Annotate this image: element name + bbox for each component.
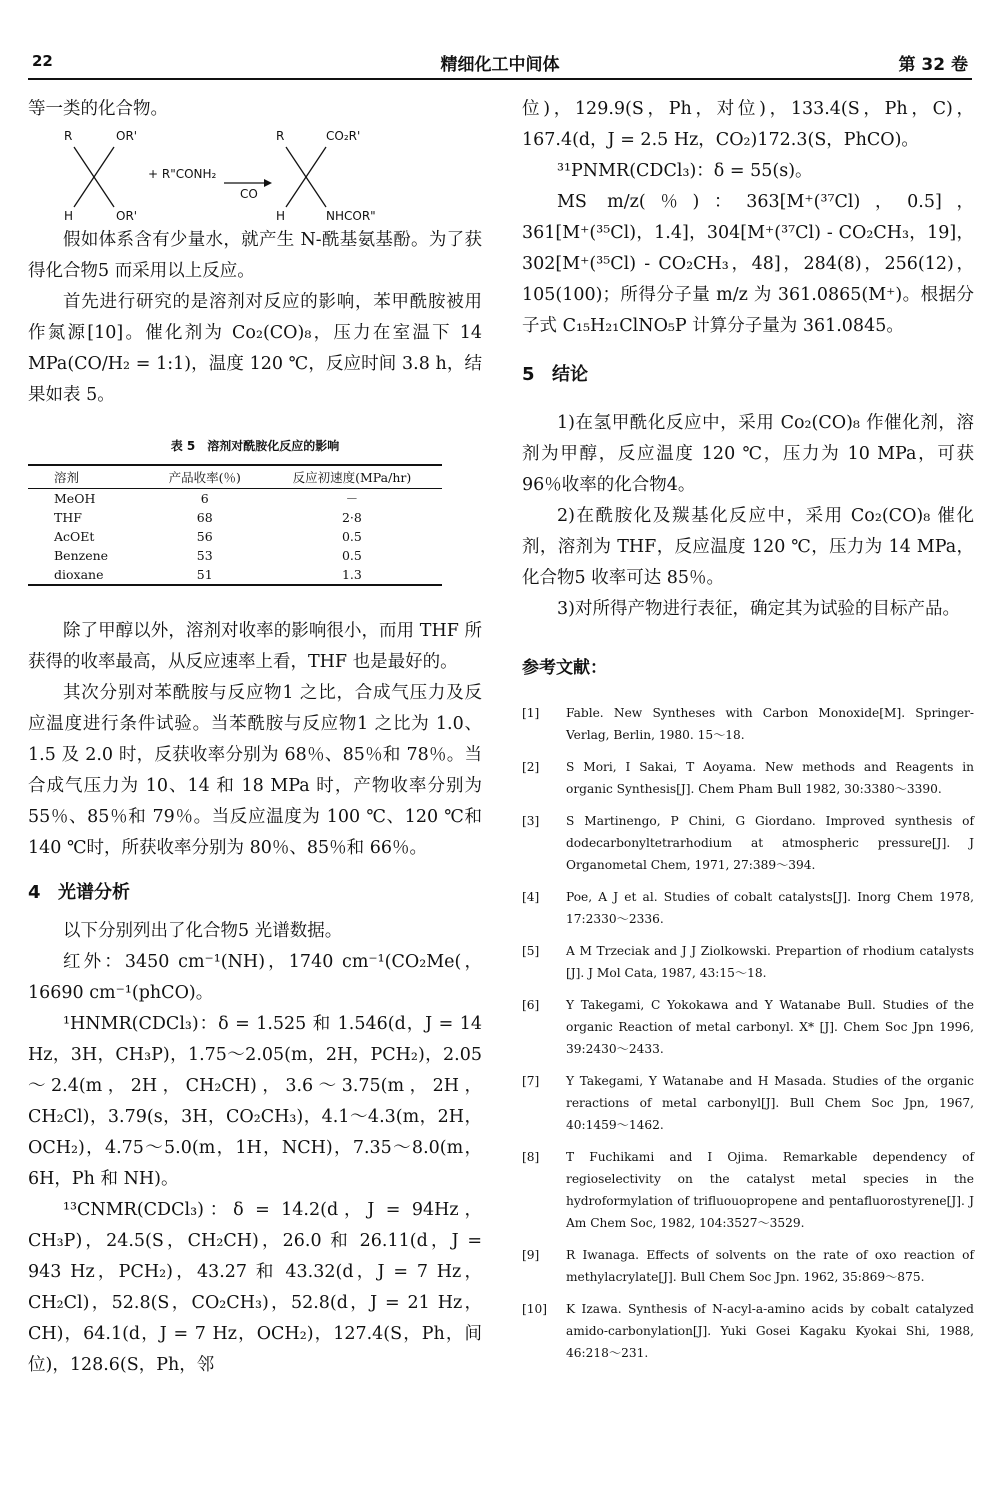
reference-text: S Mori, I Sakai, T Aoyama. New methods and Reagents in organic Synthesis[J]. Chem Pham Bull 1982, 30:3380～3390.: [566, 760, 974, 796]
left-column: [28, 94, 482, 1381]
section-number: 4: [28, 882, 41, 903]
reference-text: R Iwanaga. Effects of solvents on the rate of oxo reaction of methylacrylate[J]. Bull Chem Soc Jpn. 1962, 35:869～875.: [566, 1248, 974, 1284]
table-cell: －: [345, 491, 359, 506]
table-cell: 1.3: [341, 567, 362, 582]
table-cell: 68: [196, 510, 213, 525]
reference-number: [4]: [522, 890, 540, 904]
table-row: [28, 489, 442, 509]
reference-text: Y Takegami, C Yokokawa and Y Watanabe Bull. Studies of the organic Reaction of metal carbonyl. X* [J]. Chem Soc Jpn 1996, 39:2430～2433.: [566, 998, 974, 1056]
reference-number: [7]: [522, 1074, 540, 1088]
section-heading-4: [28, 878, 482, 904]
table-header: 溶剂: [54, 470, 80, 485]
intro-text: 等一类的化合物。: [28, 99, 168, 119]
table-cell: 56: [196, 529, 213, 544]
table-cell: dioxane: [54, 567, 104, 582]
table-cell: 53: [196, 548, 213, 563]
scheme-or2: OR': [116, 209, 138, 223]
section-title: 光谱分析: [58, 882, 130, 903]
table-cell: 0.5: [341, 548, 362, 563]
reference-text: Fable. New Syntheses with Carbon Monoxide[M]. Springer-Verlag, Berlin, 1980. 15～18.: [566, 706, 974, 742]
reference-item: [522, 1298, 974, 1364]
reference-item: [522, 1146, 974, 1234]
right-column: [522, 94, 974, 1374]
table-cell: 51: [196, 567, 213, 582]
hnmr-data: ¹HNMR(CDCl₃)：δ = 1.525 和 1.546(d，J = 14 Hz，3H，CH₃P)，1.75～2.05(m，2H，PCH₂)，2.05～2.4(m，2H，CH₂CH)，3.6～3.75(m，2H，CH₂Cl)，3.79(s，3H，CO₂CH₃)，4.1～4.3(m，2H，OCH₂)，4.75～5.0(m，1H，NCH)，7.35～8.0(m，6H，Ph 和 NH)。: [28, 1014, 482, 1189]
scheme-r1: R: [64, 129, 73, 143]
reference-number: [2]: [522, 760, 540, 774]
conclusion-2: 2)在酰胺化及羰基化反应中，采用 Co₂(CO)₈ 催化剂，溶剂为 THF，反应温度 120 ℃，压力为 14 MPa，化合物5 收率可达 85％。: [522, 506, 974, 588]
reference-number: [1]: [522, 706, 540, 720]
reference-item: [522, 940, 974, 984]
reference-text: S Martinengo, P Chini, G Giordano. Improved synthesis of dodecarbonyltetrarhodium at atmospheric pressure[J]. J Organometal Chem, 1971, 27:389～394.: [566, 814, 974, 872]
scheme-reagent: + R"CONH₂: [148, 167, 217, 181]
reference-text: K Izawa. Synthesis of N-acyl-a-amino acids by cobalt catalyzed amido-carbonylation[J]. Yuki Gosei Kagaku Kyokai Shi, 1988, 46:218～231.: [566, 1302, 974, 1360]
table-cell: 0.5: [341, 529, 362, 544]
reference-number: [3]: [522, 814, 540, 828]
paragraph: 以下分别列出了化合物5 光谱数据。: [63, 921, 343, 941]
reference-text: T Fuchikami and I Ojima. Remarkable dependency of regioselectivity on the catalyst metal species in the hydroformylation of trifluouopropene and pentafluorostyrene[J]. J Am Chem Soc, 1982, 104:3527～3529.: [566, 1150, 974, 1230]
conclusion-1: 1)在氢甲酰化反应中，采用 Co₂(CO)₈ 作催化剂，溶剂为甲醇，反应温度 120 ℃，压力为 10 MPa，可获 96％收率的化合物4。: [522, 413, 974, 495]
page-number: 22: [32, 52, 53, 70]
conclusion-3: 3)对所得产物进行表征，确定其为试验的目标产品。: [557, 599, 960, 619]
reference-item: [522, 810, 974, 876]
scheme-or1: OR': [116, 129, 138, 143]
reference-number: [6]: [522, 998, 540, 1012]
table-caption: 表 5 溶剂对酰胺化反应的影响: [170, 439, 340, 453]
scheme-condition: CO: [240, 187, 258, 201]
table-header-row: [28, 465, 442, 489]
paragraph: 首先进行研究的是溶剂对反应的影响，苯甲酰胺被用作氮源[10]。催化剂为 Co₂(CO)₈，压力在室温下 14 MPa(CO/H₂ = 1:1)，温度 120 ℃，反应时间 3.8 h，结果如表 5。: [28, 292, 482, 405]
cnmr-data: ¹³CNMR(CDCl₃)：δ = 14.2(d，J = 94Hz，CH₃P)，24.5(S，CH₂CH)，26.0 和 26.11(d，J = 943 Hz，PCH₂)，43.27 和 43.32(d，J = 7 Hz，CH₂Cl)，52.8(S，CO₂CH₃)，52.8(d，J = 21 Hz，CH)，64.1(d，J = 7 Hz，OCH₂)，127.4(S，Ph，间位)，128.6(S，Ph，邻: [28, 1200, 482, 1375]
references-heading: 参考文献：: [522, 658, 607, 678]
reference-text: Y Takegami, Y Watanabe and H Masada. Studies of the organic reractions of metal carbonyl[J]. Bull Chem Soc Jpn, 1967, 40:1459～1462.: [566, 1074, 974, 1132]
table-row: [28, 508, 442, 527]
reference-item: [522, 702, 974, 746]
ir-data: 红外：3450 cm⁻¹(NH)，1740 cm⁻¹(CO₂Me(，16690 cm⁻¹(phCO)。: [28, 952, 482, 1003]
paragraph: 除了甲醇以外，溶剂对收率的影响很小，而用 THF 所获得的收率最高，从反应速率上看，THF 也是最好的。: [28, 621, 482, 672]
solvent-table: [28, 464, 442, 586]
table-cell: AcOEt: [54, 529, 95, 544]
volume-label: 第 32 卷: [898, 55, 968, 75]
table-cell: MeOH: [54, 491, 96, 506]
table-cell: 2·8: [341, 510, 362, 525]
reference-number: [5]: [522, 944, 540, 958]
section-number: 5: [522, 364, 535, 385]
reference-item: [522, 886, 974, 930]
scheme-h2: H: [276, 209, 286, 223]
reference-item: [522, 1244, 974, 1288]
reaction-scheme: [28, 125, 482, 225]
scheme-co2r: CO₂R': [326, 129, 361, 143]
reference-item: [522, 756, 974, 800]
table-header: 产品收率(％): [168, 470, 241, 485]
reference-text: A M Trzeciak and J J Ziolkowski. Prepartion of rhodium catalysts [J]. J Mol Cata, 1987, 43:15～18.: [566, 944, 974, 980]
reference-number: [10]: [522, 1302, 548, 1316]
table-cell: Benzene: [54, 548, 109, 563]
ms-data: MS m/z(％)：363[M⁺(³⁷Cl)，0.5]，361[M⁺(³⁵Cl)，1.4]，304[M⁺(³⁷Cl) - CO₂CH₃，19]，302[M⁺(³⁵Cl) - CO₂CH₃，48]，284(8)，256(12)，105(100)；所得分子量 m/z 为 361.0865(M⁺)。根据分子式 C₁₅H₂₁ClNO₅P 计算分子量为 361.0845。: [522, 192, 974, 336]
section-title: 结论: [552, 364, 588, 385]
table-row: [28, 565, 442, 585]
reference-item: [522, 994, 974, 1060]
reference-number: [9]: [522, 1248, 540, 1262]
journal-name: 精细化工中间体: [440, 55, 560, 75]
pnmr-data: ³¹PNMR(CDCl₃)：δ = 55(s)。: [557, 161, 813, 181]
scheme-h1: H: [64, 209, 74, 223]
section-heading-5: [522, 360, 974, 386]
scheme-r2: R: [276, 129, 285, 143]
cnmr-data-continued: 位)，129.9(S，Ph，对位)，133.4(S，Ph，C)，167.4(d，J = 2.5 Hz，CO₂)172.3(S，PhCO)。: [522, 99, 974, 150]
paragraph: 假如体系含有少量水，就产生 N-酰基氨基酚。为了获得化合物5 而采用以上反应。: [28, 230, 482, 281]
table-cell: 6: [200, 491, 209, 506]
page-header: [28, 44, 972, 80]
paragraph: 其次分别对苯酰胺与反应物1 之比，合成气压力及反应温度进行条件试验。当苯酰胺与反应物1 之比为 1.0、1.5 及 2.0 时，反获收率分别为 68％、85％和 78％。当合成气压力为 10、14 和 18 MPa 时，产物收率分别为 55％、85％和 79％。当反应温度为 100 ℃、120 ℃和 140 ℃时，所获收率分别为 80％、85％和 66％。: [28, 683, 482, 858]
table-header: 反应初速度(MPa/hr): [292, 470, 412, 485]
table-row: [28, 546, 442, 565]
reaction-scheme-bonds: [28, 125, 482, 225]
reference-item: [522, 1070, 974, 1136]
scheme-nhcor: NHCOR": [326, 209, 376, 223]
reference-text: Poe, A J et al. Studies of cobalt catalysts[J]. Inorg Chem 1978, 17:2330～2336.: [566, 890, 974, 926]
table-row: [28, 527, 442, 546]
table-cell: THF: [54, 510, 82, 525]
reference-number: [8]: [522, 1150, 540, 1164]
